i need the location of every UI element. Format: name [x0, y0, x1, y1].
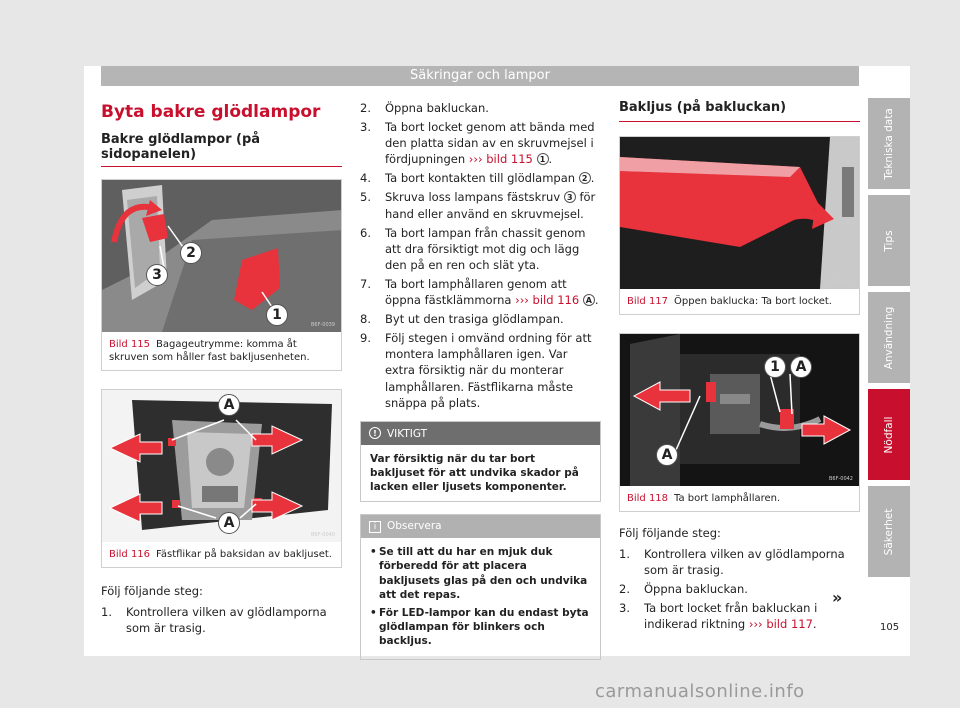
step-item: 4. Ta bort kontakten till glödlampan 2 .	[360, 171, 595, 186]
column-middle	[360, 100, 601, 660]
figure-code: B6F-0040	[310, 532, 335, 538]
figure-reference-link[interactable]: bild 115	[486, 152, 533, 167]
figure-118	[619, 333, 860, 512]
warning-text: Var försiktig när du tar bort bakljuset för att undvika skador på lacken eller ljusets komponenter.	[370, 452, 579, 494]
figure-number: Bild 117	[627, 296, 669, 307]
label-1: 1	[266, 304, 288, 326]
instruction-intro: Följ följande steg:	[101, 584, 203, 598]
figure-117-image	[620, 137, 859, 289]
step-item: 3. Ta bort locket från bakluckan i indikerad riktning ››› bild 117.	[619, 601, 818, 632]
watermark: carmanualsonline.info	[595, 681, 805, 702]
running-header: Säkringar och lampor	[101, 66, 859, 86]
figure-caption	[620, 486, 859, 511]
step-item: 1. Kontrollera vilken av glödlamporna som är trasig.	[101, 605, 327, 636]
note-bullet: • Se till att du har en mjuk duk förberedd för att placera bakljusets glas på den och undvika att det repas.	[370, 545, 591, 602]
figure-118-image	[620, 334, 859, 486]
section-title: Byta bakre glödlampor	[101, 102, 321, 122]
label-1: 1	[764, 356, 786, 378]
callout-2: 2	[579, 172, 591, 184]
label-a-bottom: A	[218, 512, 240, 534]
step-item: 5. Skruva loss lampans fästskruv 3 för hand eller använd en skruvmejsel.	[360, 190, 596, 221]
label-2: 2	[180, 242, 202, 264]
arrow-icon: ›››	[748, 617, 763, 632]
step-item: 6. Ta bort lampan från chassit genom att dra försiktigt mot dig och lägg den på en ren och slät yta.	[360, 225, 586, 272]
column-left	[101, 96, 342, 639]
note-box	[360, 514, 601, 660]
tab-tekniska-data[interactable]: Tekniska data	[868, 98, 910, 189]
warning-header: ! VIKTIGT	[361, 422, 600, 445]
note-body	[361, 538, 600, 659]
tab-nodfall[interactable]: Nödfall	[868, 389, 910, 480]
figure-caption-text: Bagageutrymme: komma åt skruven som håller fast bakljusenheten.	[109, 339, 310, 363]
chapter-tabs	[868, 98, 910, 583]
figure-reference-link[interactable]: bild 117	[766, 617, 813, 632]
label-a-bottom: A	[656, 444, 678, 466]
figure-reference-link[interactable]: bild 116	[532, 293, 580, 308]
figure-caption	[102, 542, 341, 567]
note-header: i Observera	[361, 515, 600, 538]
continue-icon: »	[832, 588, 843, 607]
figure-number: Bild 116	[109, 549, 151, 560]
step-item: 7. Ta bort lamphållaren genom att öppna fästklämmorna ››› bild 116 A .	[360, 276, 599, 308]
figure-caption-text: Ta bort lamphållaren.	[674, 493, 781, 504]
figure-code: B6F-0042	[828, 476, 853, 482]
step-item: 1. Kontrollera vilken av glödlamporna som är trasig.	[619, 547, 845, 578]
subsection-title-tailgate: Bakljus (på bakluckan)	[619, 100, 860, 122]
callout-1: 1	[537, 153, 549, 165]
step-item: 9. Följ stegen i omvänd ordning för att montera lamphållaren igen. Var extra försiktig när du monterar lamphållaren. Fästflikarna måste snäppa på plats.	[360, 331, 592, 410]
trunk-illustration	[102, 180, 341, 332]
note-bullet: • För LED-lampor kan du endast byta glödlampan för blinkers och backljus.	[370, 606, 591, 649]
steps-list-middle	[360, 100, 601, 411]
tab-tips[interactable]: Tips	[868, 195, 910, 286]
label-a-top: A	[218, 394, 240, 416]
figure-117	[619, 136, 860, 315]
step-item: 2. Öppna bakluckan.	[360, 101, 489, 115]
figure-caption-text: Fästflikar på baksidan av bakljuset.	[156, 549, 332, 560]
tab-anvandning[interactable]: Användning	[868, 292, 910, 383]
figure-116-image	[102, 390, 341, 542]
instruction-intro: Följ följande steg:	[619, 526, 721, 540]
column-right	[619, 96, 860, 635]
tab-sakerhet[interactable]: Säkerhet	[868, 486, 910, 577]
step-item: 2. Öppna bakluckan.	[619, 582, 748, 597]
info-icon: i	[369, 521, 381, 533]
figure-number: Bild 118	[627, 493, 669, 504]
arrow-icon: ›››	[468, 152, 483, 167]
figure-caption-text: Öppen baklucka: Ta bort locket.	[674, 296, 832, 307]
figure-number: Bild 115	[109, 339, 151, 350]
page-number: 105	[880, 622, 900, 633]
arrow-icon: ›››	[515, 293, 529, 308]
figure-code: B6F-0039	[310, 322, 335, 328]
steps-list-right	[619, 546, 860, 632]
callout-3: 3	[564, 191, 576, 203]
step-item: 3. Ta bort locket genom att bända med den platta sidan av en skruvmejsel i fördjupningen ››› bild 115 1 .	[360, 120, 595, 167]
callout-a: A	[583, 294, 595, 306]
figure-115	[101, 179, 342, 371]
tailgate-illustration	[620, 137, 859, 289]
step-item: 8. Byt ut den trasiga glödlampan.	[360, 312, 564, 327]
figure-116	[101, 389, 342, 568]
figure-caption	[620, 289, 859, 314]
figure-115-image	[102, 180, 341, 332]
warning-icon: !	[369, 427, 381, 439]
figure-caption	[102, 332, 341, 370]
label-a-top: A	[790, 356, 812, 378]
label-3: 3	[146, 264, 168, 286]
steps-list-left	[101, 604, 342, 636]
figure-code: B6F-0041	[828, 279, 853, 285]
subsection-title-side-panel: Bakre glödlampor (på sidopanelen)	[101, 132, 342, 167]
warning-box	[360, 421, 601, 503]
